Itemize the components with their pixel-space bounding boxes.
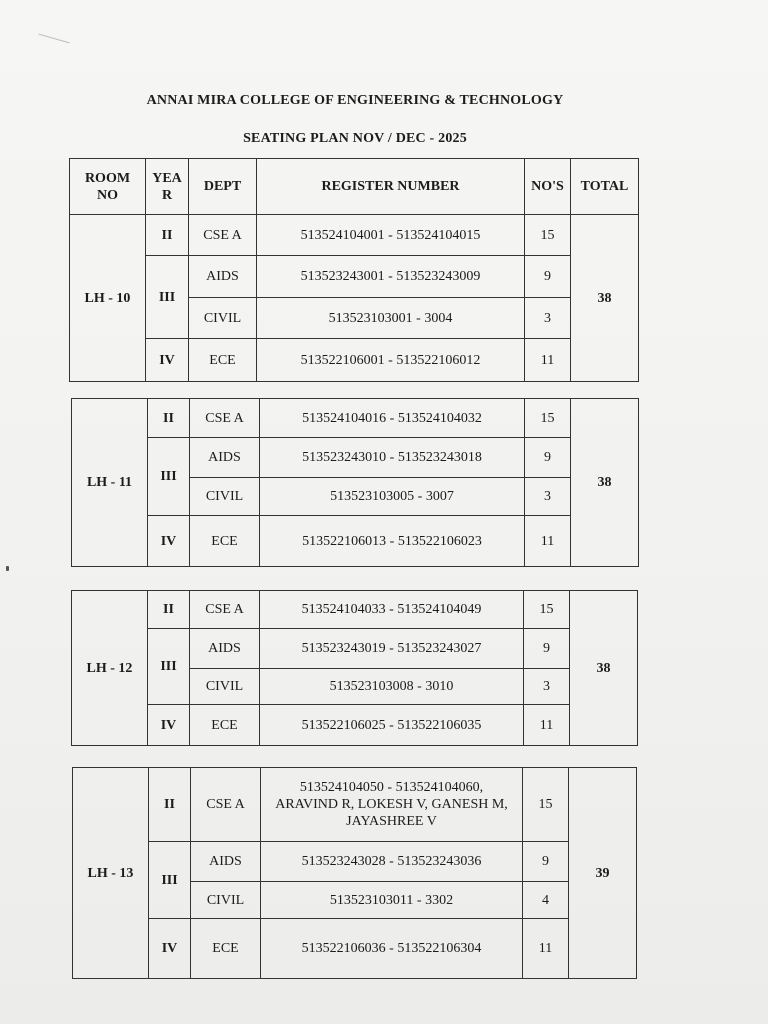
year-cell: III (148, 629, 190, 705)
col-nos: NO'S (525, 159, 571, 215)
dept-cell: CSE A (190, 399, 260, 438)
dept-cell: CIVIL (189, 298, 257, 339)
total-cell: 39 (569, 768, 637, 979)
register-cell: 513524104033 - 513524104049 (260, 591, 524, 629)
dept-cell: AIDS (190, 438, 260, 478)
nos-cell: 11 (524, 705, 570, 746)
register-cell: 513522106001 - 513522106012 (257, 339, 525, 382)
register-cell: 513523103001 - 3004 (257, 298, 525, 339)
dept-cell: AIDS (190, 629, 260, 669)
year-cell: IV (148, 516, 190, 567)
room-cell: LH - 12 (72, 591, 148, 746)
dept-cell: CSE A (191, 768, 261, 842)
register-cell: 513522106013 - 513522106023 (260, 516, 525, 567)
room-cell: LH - 13 (73, 768, 149, 979)
year-cell: III (148, 438, 190, 516)
table-row (72, 629, 638, 669)
dept-cell: AIDS (191, 842, 261, 882)
table-row (72, 438, 639, 478)
table-row (73, 768, 637, 842)
register-line: JAYASHREE V (346, 814, 437, 829)
total-cell: 38 (570, 591, 638, 746)
nos-cell: 3 (525, 298, 571, 339)
dept-cell: ECE (190, 705, 260, 746)
table-row (72, 591, 638, 629)
table-row (72, 399, 639, 438)
nos-cell: 15 (523, 768, 569, 842)
seating-plan-title: SEATING PLAN NOV / DEC - 2025 (243, 131, 467, 146)
col-room-no: ROOM NO (70, 159, 146, 215)
register-cell: 513522106036 - 513522106304 (261, 919, 523, 979)
nos-cell: 15 (525, 215, 571, 256)
table-row (70, 215, 639, 256)
nos-cell: 9 (525, 256, 571, 298)
year-cell: IV (146, 339, 189, 382)
seating-table-lh13 (72, 767, 637, 979)
dept-cell: ECE (191, 919, 261, 979)
register-cell: 513522106025 - 513522106035 (260, 705, 524, 746)
register-cell: 513523243028 - 513523243036 (261, 842, 523, 882)
nos-cell: 3 (524, 669, 570, 705)
year-cell: II (148, 399, 190, 438)
college-title: ANNAI MIRA COLLEGE OF ENGINEERING & TECHNOLOGY (146, 93, 564, 108)
col-total: TOTAL (571, 159, 639, 215)
table-row (70, 256, 639, 298)
total-cell: 38 (571, 215, 639, 382)
seating-table-lh11 (71, 398, 639, 567)
seating-table-lh12 (71, 590, 638, 746)
dept-cell: AIDS (189, 256, 257, 298)
total-cell: 38 (571, 399, 639, 567)
nos-cell: 9 (525, 438, 571, 478)
year-cell: IV (149, 919, 191, 979)
nos-cell: 3 (525, 478, 571, 516)
year-cell: II (149, 768, 191, 842)
room-cell: LH - 10 (70, 215, 146, 382)
table-row (73, 919, 637, 979)
paper-speck (6, 566, 9, 571)
table-row (72, 516, 639, 567)
register-cell (261, 768, 523, 842)
col-dept: DEPT (189, 159, 257, 215)
table-row (72, 705, 638, 746)
nos-cell: 4 (523, 882, 569, 919)
year-cell: IV (148, 705, 190, 746)
nos-cell: 11 (523, 919, 569, 979)
register-line: 513524104050 - 513524104060, (299, 780, 484, 795)
year-cell: II (148, 591, 190, 629)
dept-cell: CIVIL (190, 478, 260, 516)
register-cell: 513524104016 - 513524104032 (260, 399, 525, 438)
dept-cell: CSE A (190, 591, 260, 629)
dept-cell: CIVIL (190, 669, 260, 705)
nos-cell: 11 (525, 516, 571, 567)
register-cell: 513523243001 - 513523243009 (257, 256, 525, 298)
register-cell: 513523103005 - 3007 (260, 478, 525, 516)
year-cell: III (149, 842, 191, 919)
year-cell: II (146, 215, 189, 256)
nos-cell: 11 (525, 339, 571, 382)
register-cell: 513523243019 - 513523243027 (260, 629, 524, 669)
col-register-number: REGISTER NUMBER (257, 159, 525, 215)
nos-cell: 9 (523, 842, 569, 882)
register-line: ARAVIND R, LOKESH V, GANESH M, (275, 797, 508, 812)
register-cell: 513523103008 - 3010 (260, 669, 524, 705)
col-year: YEA R (146, 159, 189, 215)
dept-cell: CIVIL (191, 882, 261, 919)
register-cell: 513523103011 - 3302 (261, 882, 523, 919)
table-header-row (70, 159, 639, 215)
dept-cell: ECE (189, 339, 257, 382)
dept-cell: CSE A (189, 215, 257, 256)
paper-mark (38, 34, 69, 44)
table-row (73, 842, 637, 882)
nos-cell: 15 (524, 591, 570, 629)
year-cell: III (146, 256, 189, 339)
table-row (70, 339, 639, 382)
room-cell: LH - 11 (72, 399, 148, 567)
nos-cell: 15 (525, 399, 571, 438)
dept-cell: ECE (190, 516, 260, 567)
seating-table-lh10 (69, 158, 639, 382)
register-cell: 513524104001 - 513524104015 (257, 215, 525, 256)
nos-cell: 9 (524, 629, 570, 669)
register-cell: 513523243010 - 513523243018 (260, 438, 525, 478)
